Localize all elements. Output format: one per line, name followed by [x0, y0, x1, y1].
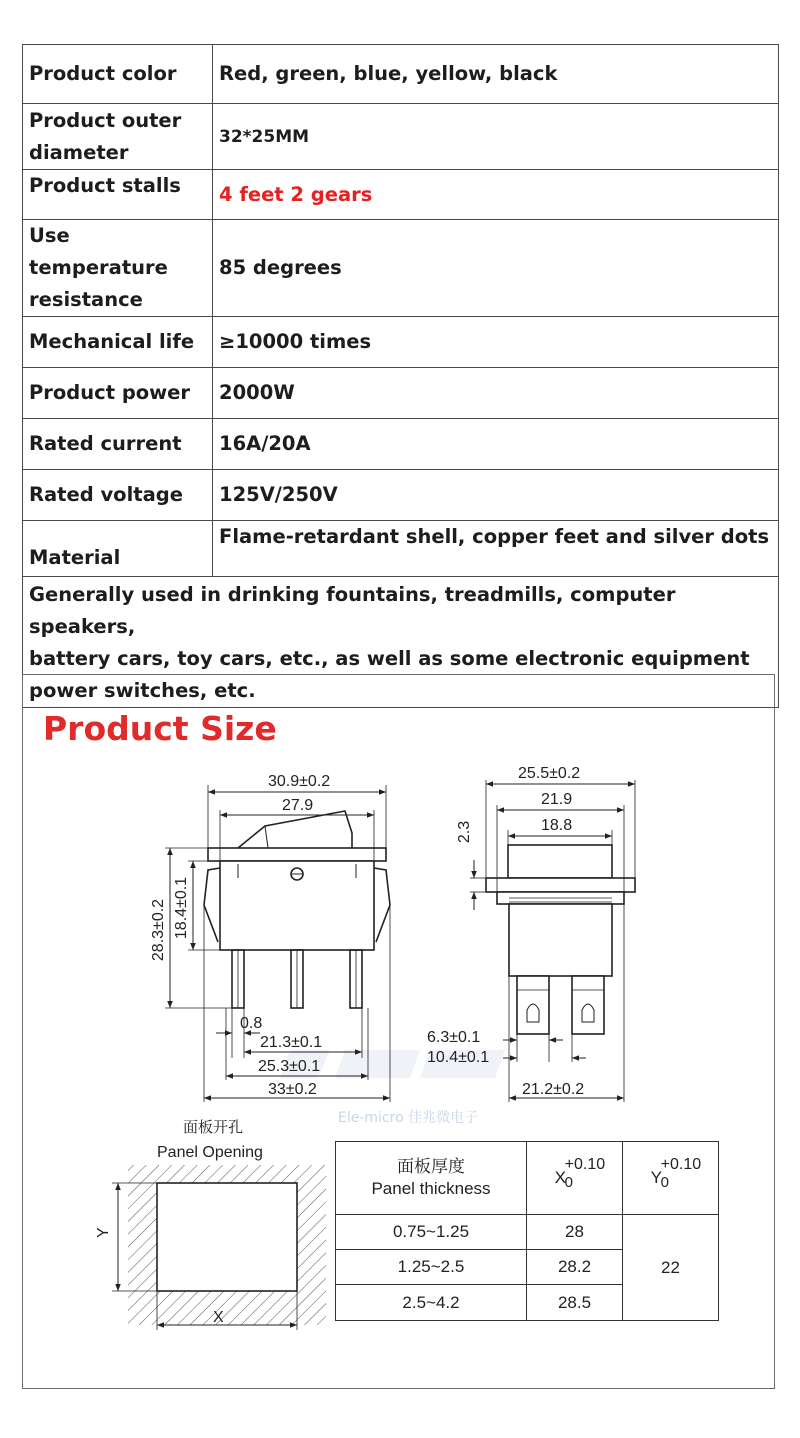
spec-value: ≥10000 times [213, 317, 779, 368]
x-tolerance: X +0.10 0 [554, 1156, 606, 1191]
spec-value: 32*25MM [213, 104, 779, 170]
header-y [623, 1142, 719, 1215]
spec-key: Product power [23, 368, 213, 419]
tol-zero: 0 [564, 1174, 573, 1191]
header-cn: 面板厚度 [397, 1157, 465, 1176]
table-row [336, 1215, 719, 1250]
dim-front-height-inner: 18.4±0.1 [173, 876, 190, 940]
x-value: 28.5 [527, 1285, 623, 1321]
dim-flange: 2.3 [456, 820, 473, 844]
header-panel-thickness [336, 1142, 527, 1215]
panel-y-label: Y [95, 1227, 112, 1238]
spec-key-line: diameter [29, 140, 129, 164]
spec-value: Flame-retardant shell, copper feet and silver dots [213, 521, 779, 577]
panel-opening-label-cn: 面板开孔 [183, 1118, 244, 1136]
watermark-text: Ele-micro 佳兆微电子 [338, 1110, 479, 1126]
dim-front-width-top: 30.9±0.2 [268, 773, 331, 790]
spec-key: Product color [23, 45, 213, 104]
spec-key: Product stalls [23, 170, 213, 220]
dim-side-body-width: 21.2±0.2 [522, 1081, 585, 1098]
spec-key-line: Use temperature [29, 224, 168, 279]
tol-plus: +0.10 [660, 1156, 702, 1173]
dim-terminal-pitch: 10.4±0.1 [427, 1049, 490, 1066]
spec-key: Rated voltage [23, 470, 213, 521]
dim-side-width-mid: 21.9 [541, 791, 573, 808]
spec-value: 16A/20A [213, 419, 779, 470]
dim-outer-pins: 25.3±0.1 [258, 1058, 321, 1075]
usage-line: battery cars, toy cars, etc., as well as some electronic equipment [29, 647, 750, 670]
y-tolerance: Y +0.10 0 [650, 1156, 702, 1191]
spec-key: Material [23, 521, 213, 577]
spec-key: Mechanical life [23, 317, 213, 368]
thickness-range: 1.25~2.5 [336, 1250, 527, 1285]
spec-key: Rated current [23, 419, 213, 470]
x-value: 28 [527, 1215, 623, 1250]
usage-line: Generally used in drinking fountains, treadmills, computer speakers, [29, 583, 676, 638]
dim-front-width-inner: 27.9 [282, 797, 314, 814]
dim-side-width-inner: 18.8 [541, 817, 573, 834]
dim-total-width: 33±0.2 [268, 1081, 317, 1098]
spec-value: 125V/250V [213, 470, 779, 521]
tol-zero: 0 [660, 1174, 669, 1191]
spec-value: Red, green, blue, yellow, black [213, 45, 779, 104]
spec-value-highlight: 4 feet 2 gears [213, 170, 779, 220]
spec-key-line: Product outer [29, 108, 182, 132]
dim-side-width-top: 25.5±0.2 [518, 765, 581, 782]
y-value: 22 [623, 1215, 719, 1321]
thickness-range: 2.5~4.2 [336, 1285, 527, 1321]
x-value: 28.2 [527, 1250, 623, 1285]
header-x [527, 1142, 623, 1215]
dim-terminal-width: 6.3±0.1 [427, 1029, 481, 1046]
header-en: Panel thickness [371, 1179, 491, 1198]
panel-x-label: X [213, 1309, 224, 1326]
thickness-range: 0.75~1.25 [336, 1215, 527, 1250]
dim-pin-gap: 0.8 [240, 1015, 263, 1032]
usage-line: power switches, etc. [29, 679, 256, 702]
panel-thickness-table [335, 1141, 719, 1321]
panel-opening-label-en: Panel Opening [157, 1144, 263, 1161]
table-header-row [336, 1142, 719, 1215]
dim-front-height-outer: 28.3±0.2 [150, 898, 167, 962]
tol-plus: +0.10 [564, 1156, 606, 1173]
dim-pin-span: 21.3±0.1 [260, 1034, 323, 1051]
section-title: Product Size [43, 709, 277, 748]
spec-key-line: resistance [29, 288, 143, 311]
panel-opening-diagram [112, 1165, 326, 1330]
spec-value: 2000W [213, 368, 779, 419]
spec-value: 85 degrees [213, 220, 779, 317]
